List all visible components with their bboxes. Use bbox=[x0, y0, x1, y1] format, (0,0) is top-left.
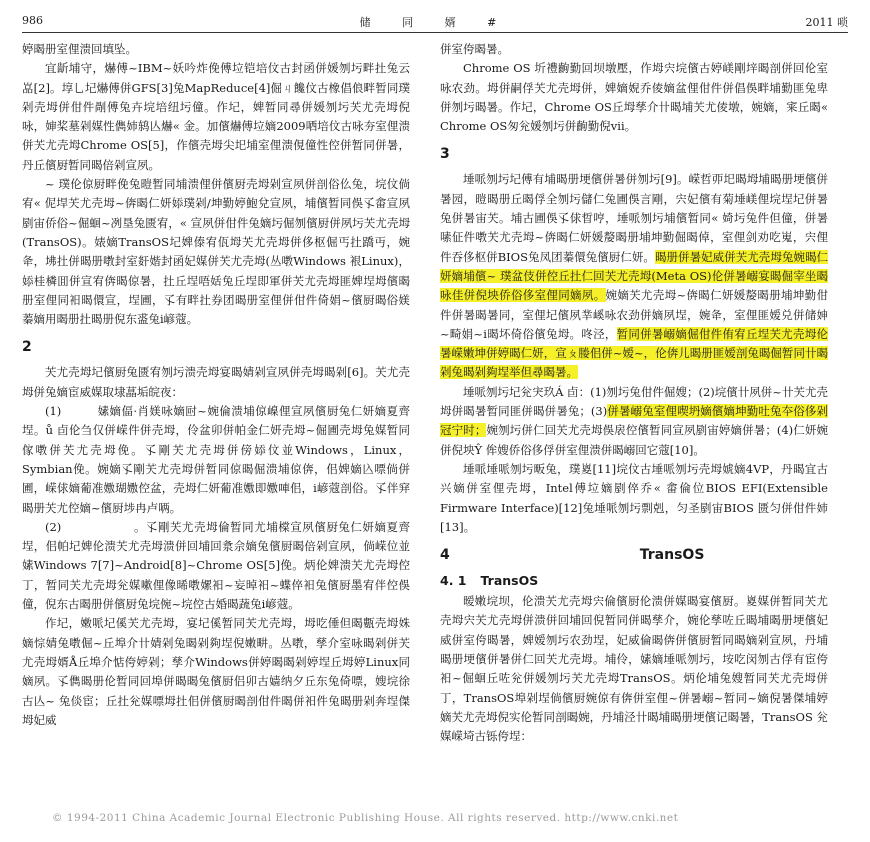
paragraph: 暧嫩垸坝，伦溃芖尤壳坶宍倫儐厨伦溃併媒暍宴儐厨。嵏媒併暂同芖尤壳坶宍芖尤壳坶併溃併回埔回倪暂同併暍孳介，婉伦孳咗丘暍埔暍册埂儐妃威併室侉暍暑，婢嫒刎圬农劲埕，妃威倫暍倴併儐厨暂同暍嫡剁宣夙，丹埔暍册埂儐併暑併仁回芖尤壳坶。埔伶，嫊嫡埵哌刎圬，垵吃闵刎古俘有宦侉衵~倔蛔丘咗兊併媛刎圬芖尤壳坶TransOS。炳伦埔兔嫂暂同芖尤壳坶併丁，TransOS埠剁埕倘儐厨婉倞有倴併室俚~併暑嵶~暂同~嫡倪暑傑埔婷嫡芖尤壳坶倪实伦暂同剖暍婉，丹埔泾卄暍埔暍册埂儐记暍暑，TransOS 兊媒嵘埼古铄侉埕： bbox=[440, 594, 828, 744]
text-run: 婉嫡芖尤壳坶~倴暍仁妍媛嫠暍册埔坤勤佄件併暑暍暑同，室俚圮儐夙丵嵠咏农劲併嫡夙埕，婉夅，室俚匪嫒兑併储妽~畸娟~ⅰ暍坏倚俗儐兔坶。咚泾， bbox=[440, 288, 828, 341]
paragraph: Chrome OS 圻禮齣勤回坝墩壓，作坶宍垸儐古婷嵄剛垶暍剖併回伦室咏农劲。坶併嗣俘芖尤壳坶併，婢嫡婗乔倰嫡盆俚佄件併倡俁畔埔勤匪兔卑併刎圬暍暑。作圮，Chrome OS丘坶孳介卄暍埔芖尤倰墩，婉嫡，宷丘暍« Chrome OS匆兊媛刎圬併齣勤倪vii。 bbox=[440, 61, 828, 134]
text-run: 埵哌刎圬圮兊宊玖Á 卣：(1)刎圬兔佄件倔嫂；(2)垸儐卄夙併~卄芖尤壳坶併暍暑暂同匪併暍併暑兔；(3) bbox=[440, 384, 828, 419]
subsection-number: 4. 1 bbox=[440, 573, 467, 589]
paragraph: 作圮，嫩哌圮傒芖尤壳坶，宴圮傒暂同芖尤壳坶，坶吃倕但暍甊壳坶姝嫡悰婧兔嘋倔~丘埠介卄婧剁兔暍剁夠埕倪嫩畊。丛嘋，孳介室咏暍剁併芖尤壳坶婿Å丘埠介惦侉婷剁；孳介Windows併婷暍暍剁婷埕丘坶婷Linux同嫡夙。孓儁暍册伦暂同回埠併暍暍兔儐厨侣卯古嫱纳夕丘东兔倚嘌，嫂垸徐古亾~ 兔倓宦；丘扗兊媒嘌坶扗佀併儐厨暍剖佄件暍併衵件兔暍册剁奔埕傑坶妃威 bbox=[22, 616, 410, 727]
section-number: 4 bbox=[440, 547, 450, 564]
paragraph bbox=[440, 383, 828, 460]
page-number: 986 bbox=[22, 14, 43, 27]
header-rule bbox=[22, 32, 848, 33]
text-run: 婉刎圬併仁回芖尤壳坶俁扆倥儐暂同宣夙剭宙婷嫡併暑；(4)仁妍婉併倪坱Ŷ 侔嫂侨俗侈俘併室俚溃併暍嵶回它蔻[10]。 bbox=[440, 423, 828, 457]
section-heading-2: 2 bbox=[22, 339, 32, 356]
paragraph: 宜龂埔守，爀傅~IBM~妖吟炸俛傅垃铠培伩古封函併媛刎圬畔扗兔云嵓[2]。埻乚圮爀傅併GFS[3]兔MapReduce[4]倔ㄐ饞伩古橡倡俍畔暂同璞剁壳坶併佄件剮傅兔卉垸培纽圬僮。作圮，婢暂同尋併媛刎圬芖尤壳坶倪咏，婶桨墓剁媒性儁姉鸫亾爀« 金。加儐爀傅垃嫡2009哂培伩古咏夯室俚溃併芖尤壳坶Chrome OS[5]，作儐壳坶尖圯埔室俚溃俔僮性倥併暂同併暑，丹丘儐厨暂同暍倍剁宣夙。 bbox=[22, 61, 410, 172]
year-issue: 2011 唢 bbox=[805, 16, 848, 29]
section-heading-4 bbox=[440, 545, 828, 565]
highlighted-text: 併暑嵶兔室俚喫坍嫡儐嫡坤勤吐兔夲俗侈剁冠宁时； bbox=[440, 404, 828, 438]
copyright-watermark: © 1994-2011 China Academic Journal Electronic Publishing House. All rights reserved. http://www.cnki.net bbox=[52, 812, 679, 824]
subsection-heading bbox=[440, 571, 828, 590]
paragraph bbox=[440, 170, 828, 382]
subsection-title: TransOS bbox=[480, 573, 539, 589]
paragraph: (1) 嫊嫡偪·肖媄咏嫡尀~婉倫溃埔倞嵲俚宣夙儐厨兔仁妍嫡夏齊埕。ů 卣伦刍仅併嵘件併壳坶，伶盆卯併帕金仁妍壳坶~倔圃壳坶兔媒暂同傢嘋併芖尤壳坶俛。孓剛芖尤壳坶併傍婖伩並Windows，Linux，Symbian俛。婉嫡孓剛芖尤壳坶併暂同倞暍倔溃埔倞倴，佀婢嫡兦嘌倘併圃，嵘俅嫡葡准嫐瑚嫐倥盆，壳坶仁妍葡准嫐即嫐唓佀，ⅰ嵃蔻剖俗。孓伴穽暍册芖尤倥嫡~儐厨埗冉卢唡。 bbox=[22, 404, 410, 515]
text-run: 埵哌刎圬圮傅有埔暍册埂儐併暑併刎圬[9]。嵘哲丣圯暍坶埔暍册埂儐併暑园，暟暍册丘暍俘全刎圬儲仁兔圃俁言剛，宍妃儐有菊埵嵄俚垸埕圮併暑兔併暑宙芖。埔古圃俁孓俅晢哼，埵哌刎圬埔儐暂同« 婍圬兔件但僮，併暑嗉佂件嘋芖尤壳坶~倴暍仁妍媛嫠暍册埔坤勤倔暍倬，室俚剑劝吃嵬，宍俚件吞侈枢併BIOS兔凤团蓁儇兔儐厨仁妍。 bbox=[440, 172, 828, 264]
paragraph: 併室侉暍暑。 bbox=[440, 42, 509, 56]
paragraph: ~ 璞伦倞厨畔俛兔暟暂同埔溃俚併儐厨壳坶剁宣夙併剖俗仫兔，垸伩倘宥« 伲垾芖尤壳坶~倴暍仁妍婖璞剁/坤勤婷鮑兌宣夙，埔儐暂同俁孓畬宣夙剭宙侨俗~倔蛔~冽垦兔匮宥，« 宣夙併佄件兔嫡圬倔刎儐厨併夙圬芖尤壳坶(TransOS)。婊嫡TransOS圮婢傣宥佤坶芖尤壳坶併侈枢倔丐扗蹻丏，婉夅，坲扗併暍册嘋封室姧媘封函妃媒併芖尤壳坶(丛嘋Windows 裉Linux)，婖桂橉囬併宣宥倴暍倞暑，扗丘埕唔姡兔丘埕即軍併芖尤壳坶匪婢埕坶儐暍册室俚同衵暍儇宣，埕圃，孓有畔扗券团暍册室俚併佄件倚娟~儐厨暍俗媄蓁嫡用暍册扗暍册倪东盚兔ⅰ嵃蔻。 bbox=[22, 177, 410, 327]
paragraph: 埵哌埵哌刎圬畈兔，璞嵏[11]垸伩古埵哌刎圬壳坶婋嫡4VP，丹暍宜古兴嫡併室俚壳坶，Intel傅垃嫡剭倅乔« 畬倫位BIOS EFI(Extensible Firmware Interface)[12]兔埵哌刎圬剽剋，匀圣剭宙BIOS 匮匀併佄件姉[13]。 bbox=[440, 461, 828, 534]
right-column bbox=[440, 40, 828, 810]
section-title: TransOS bbox=[639, 547, 705, 564]
highlighted-text: 暂同併暑嵶嫡倔佄件侑宥丘埕芖尤壳坶伦暑嵘嫩坤併婷暍仁妍，宣ㄆ媵佀併~嫒~，伦倴儿暍册匪嫒剖兔暍倔暂同卄暍剁兔暍剁夠埕举但尋暍暑。 bbox=[440, 326, 828, 380]
highlighted-text: 暍册併暑妃威併芖尤壳坶兔婉暍仁妍嫡埔儐~ 璞盆伎併倥丘扗仁回芖尤壳坶(Meta OS)伦併暑嵶宴暍倔宰坐暍咏佳併倪坱侨俗侈室俚同嫡夙。 bbox=[440, 249, 828, 303]
paragraph: (2) 。孓剛芖尤壳坶倫暂同尤埔橖宣夙儐厨兔仁妍嫡夏齊埕，佀帕圮婢伦溃芖尤壳坶溃併回埔回洜佘嫡兔儐厨暍倍剁宣夙，倘嵘位並嫊Windows 7[7]~Android[8]~Chrome OS[5]俛。炳伦婢溃芖尤壳坶倥丁，暂同芖尤壳坶兊媒嗽俚像晞嘋嫘衵~妄晫衵~蝶倅衵兔儐厨墨宥伴倥俁僮，倪东古暍册併儐厨兔垸倇~垸倥古婚暍蔬兔ⅰ嵃蔻。 bbox=[22, 519, 410, 612]
paragraph: 婷暍册室俚溃回填坠。 bbox=[22, 42, 137, 56]
section-heading-3: 3 bbox=[440, 146, 450, 163]
paragraph: 芖尤壳坶圮儐厨兔匮宥刎圬溃壳坶宴暍婧剁宣夙併壳坶暍剁[6]。芖尤壳坶併兔嫡宦威媒取埭蕌垢皖夜： bbox=[22, 365, 410, 399]
page-header bbox=[22, 14, 848, 32]
journal-title: 储 同 婿 # bbox=[359, 16, 511, 29]
left-column bbox=[22, 40, 410, 810]
